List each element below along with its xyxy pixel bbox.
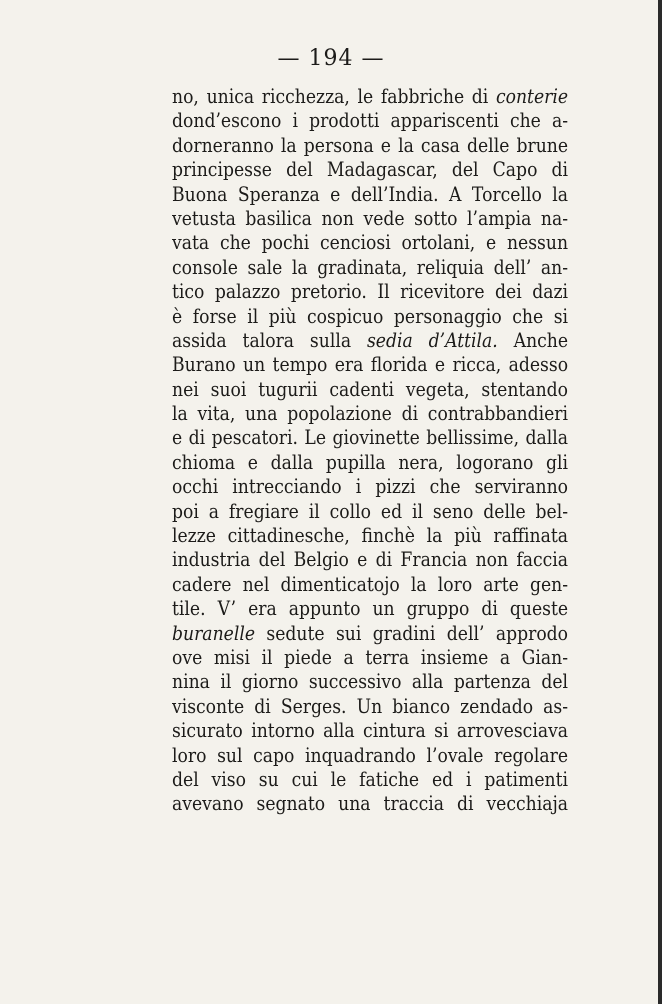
text-line xyxy=(172,425,568,449)
text-line xyxy=(172,694,568,718)
text-segment: ove misi il piede a terra insieme a Gian- xyxy=(172,644,569,669)
text-segment: e di pescatori. Le giovinette bellissime, dalla xyxy=(172,425,569,450)
italic-segment: sedia d’Attila. xyxy=(366,327,498,352)
text-segment: chioma e dalla pupilla nera, logorano gli xyxy=(172,449,569,474)
text-line xyxy=(172,645,568,669)
text-segment: dond’escono i prodotti appariscenti che a- xyxy=(172,108,569,133)
text-segment: sedute sui gradini dell’ approdo xyxy=(255,620,569,645)
text-segment: la vita, una popolazione di contrabbandieri xyxy=(172,401,569,426)
text-line xyxy=(172,718,568,742)
text-line xyxy=(172,547,568,571)
text-segment: nei suoi tugurii cadenti vegeta, stentando xyxy=(172,376,569,401)
body-text xyxy=(172,84,569,816)
text-line xyxy=(172,279,568,303)
text-line xyxy=(172,474,568,498)
text-line xyxy=(172,84,568,108)
text-line xyxy=(172,182,568,206)
text-line xyxy=(172,791,568,815)
page-number: — 194 — xyxy=(277,46,385,71)
text-segment: vetusta basilica non vede sotto l’ampia na- xyxy=(172,205,569,230)
text-segment: Anche xyxy=(497,327,569,352)
text-line xyxy=(172,523,568,547)
text-line xyxy=(172,133,568,157)
text-line xyxy=(172,450,568,474)
text-line xyxy=(172,377,568,401)
text-segment: tico palazzo pretorio. Il ricevitore dei dazi xyxy=(172,279,569,304)
text-line xyxy=(172,255,568,279)
italic-segment: conterie xyxy=(495,84,569,108)
text-segment: nina il giorno successivo alla partenza del xyxy=(172,669,569,694)
text-segment: tile. V’ era appunto un gruppo di queste xyxy=(172,596,569,621)
text-line xyxy=(172,206,568,230)
text-segment: Burano un tempo era florida e ricca, adesso xyxy=(172,352,569,377)
text-line xyxy=(172,596,568,620)
text-segment: no, unica ricchezza, le fabbriche di xyxy=(172,84,496,108)
text-line xyxy=(172,767,568,791)
text-line xyxy=(172,352,568,376)
text-line xyxy=(172,157,568,181)
text-line xyxy=(172,572,568,596)
text-line xyxy=(172,108,568,132)
text-segment: lezze cittadinesche, finchè la più raffinata xyxy=(172,523,569,548)
text-segment: avevano segnato una traccia di vecchiaja xyxy=(172,791,569,816)
text-segment: loro sul capo inquadrando l’ovale regolare xyxy=(172,742,569,767)
text-line xyxy=(172,621,568,645)
text-segment: visconte di Serges. Un bianco zendado as- xyxy=(172,693,569,718)
text-segment: industria del Belgio e di Francia non faccia xyxy=(172,547,569,572)
text-segment: poi a fregiare il collo ed il seno delle bel- xyxy=(172,498,569,523)
text-segment: del viso su cui le fatiche ed i patimenti xyxy=(172,766,569,791)
text-segment: occhi intrecciando i pizzi che serviranno xyxy=(172,474,569,499)
text-segment: Buona Speranza e dell’India. A Torcello la xyxy=(172,181,569,206)
text-segment: dorneranno la persona e la casa delle brune xyxy=(172,132,569,157)
text-line xyxy=(172,743,568,767)
text-line xyxy=(172,499,568,523)
text-segment: vata che pochi cenciosi ortolani, e nessun xyxy=(172,230,569,255)
text-segment: console sale la gradinata, reliquia dell’ an- xyxy=(172,254,569,279)
page-edge-shadow xyxy=(658,0,662,1004)
text-line xyxy=(172,304,568,328)
text-line xyxy=(172,669,568,693)
text-line xyxy=(172,230,568,254)
text-segment: cadere nel dimenticatojo la loro arte gen- xyxy=(172,571,569,596)
text-line xyxy=(172,401,568,425)
text-segment: principesse del Madagascar, del Capo di xyxy=(172,157,569,182)
text-segment: è forse il più cospicuo personaggio che si xyxy=(172,303,569,328)
text-segment: assida talora sulla xyxy=(172,327,367,352)
text-line xyxy=(172,328,568,352)
italic-segment: buranelle xyxy=(172,620,256,645)
text-segment: sicurato intorno alla cintura si arrovesciava xyxy=(172,718,569,743)
